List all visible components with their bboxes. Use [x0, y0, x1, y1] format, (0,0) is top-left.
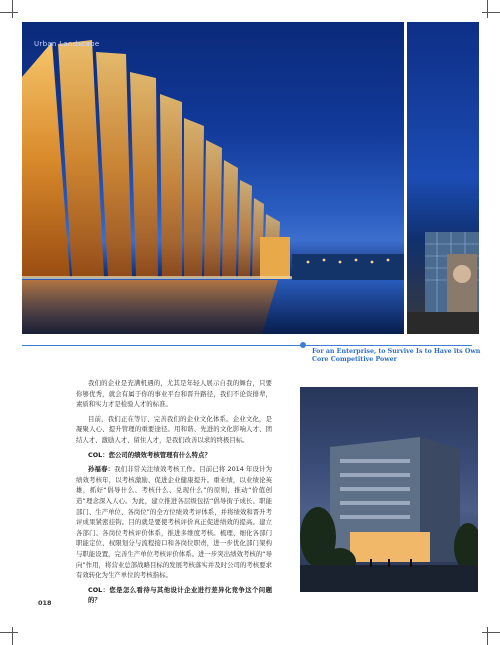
answer — [76, 464, 272, 581]
hero-caption: Urban Landscape — [34, 40, 100, 48]
side-image — [407, 22, 479, 334]
article-body — [76, 378, 272, 610]
answer-text: 我们非常关注绩效考核工作。目前已将 2014 年设计为绩效考核年，以考核激励、促进企业健康提升。重业绩，以业绩论英雄，抓好“倡导什么、考核什么、兑现什么”的原则，推动“价值创造”理念深入人心。为此，建立推进各层级包括“倡导街子成长、职能部门、生产单位、各岗位”的全方位绩效考评体系，并将绩效和晋升考评成果紧密挂钩。目的就是要使考核评价真正促进绩效的提高。建立各部门、各岗位考核评价体系，推进多维度考核。梳理、细化各部门职能定位、权限划分与流程接口和各岗位职责，进一步优化部门架构与职能设置，完善生产单位考核评价体系。进一步突出绩效考核的“导向”作用，将营业总部战略目标的发展考核落实并及时公司的考核要求有效转化为生产单位的考核指标。 — [76, 465, 273, 580]
english-slogan: For an Enterprise, to Survive Is to Have its Own Core Competitive Power — [312, 348, 481, 363]
crop-mark — [0, 632, 18, 633]
question-text: 您是怎么看待与其他设计企业进行差异化竞争这个问题的？ — [88, 585, 272, 605]
paragraph: 我们的企业是充满机遇的，尤其是年轻人展示自我的舞台，只要你够优秀，就会有属于你的事业平台和晋升路径，我们不论资排辈，素质和实力才是检验人才的标准。 — [76, 379, 272, 409]
crop-mark — [487, 0, 488, 18]
question — [76, 585, 272, 606]
building-illustration — [22, 22, 404, 334]
question-label: COL： — [88, 450, 109, 459]
crop-mark — [487, 627, 488, 645]
office-building-illustration — [300, 387, 478, 592]
far-treeline — [292, 254, 404, 280]
crop-mark — [12, 0, 13, 18]
fan-panels — [22, 40, 280, 277]
section-divider — [22, 345, 472, 346]
question — [76, 450, 272, 461]
tower-illustration — [407, 22, 479, 334]
building-photo — [300, 387, 478, 592]
answer-label: 孙福春： — [88, 465, 115, 474]
paragraph: 目前，我们正在等订、完善我们的企业文化体系。企业文化，是凝聚人心、提升管理的重要途径。用和谐、先进的文化影响人才、团结人才、激励人才、留住人才，是我们改善以求的终极目标。 — [76, 414, 272, 444]
question-text: 您公司的绩效考核管理有什么特点？ — [108, 450, 211, 459]
question-label: COL： — [88, 585, 110, 594]
page-number: 018 — [38, 599, 52, 607]
divider-dot — [300, 342, 306, 348]
building-end — [260, 237, 290, 279]
crop-mark — [12, 627, 13, 645]
crop-mark — [0, 12, 18, 13]
crop-mark — [482, 632, 500, 633]
crop-mark — [482, 12, 500, 13]
water-reflection — [22, 280, 278, 334]
lit-lobby — [350, 532, 430, 562]
hero-image — [22, 22, 404, 334]
